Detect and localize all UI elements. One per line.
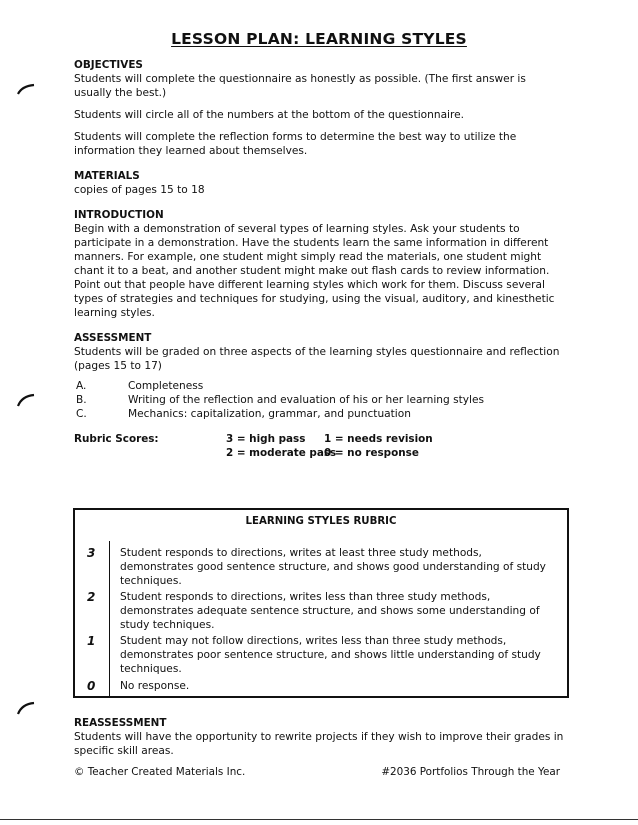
rubric-row-score: 2 [87, 590, 96, 604]
materials-text: copies of pages 15 to 18 [74, 184, 205, 196]
rubric-row-text: Student responds to directions, writes at least three study methods, demonstrates good sentence structure, and shows good understanding of study techniques. [120, 547, 546, 587]
rubric-row-text: No response. [120, 680, 190, 692]
page-title: LESSON PLAN: LEARNING STYLES [171, 30, 467, 48]
rubric-row-score: 0 [87, 679, 96, 693]
reassessment-text: Students will have the opportunity to rewrite projects if they wish to improve their grades in specific skill areas. [74, 731, 564, 757]
materials-heading: MATERIALS [74, 170, 140, 182]
reassessment-section [74, 716, 564, 758]
binder-hole-mark-icon [14, 392, 36, 414]
rubric-box [73, 508, 569, 698]
footer-copyright: © Teacher Created Materials Inc. [74, 766, 246, 778]
list-item [74, 407, 564, 421]
introduction-text: Begin with a demonstration of several types of learning styles. Ask your students to participate in a demonstration. Have the students learn the same information in different manners. For example, one student might simply read the materials, one student might chant it to a beat, and another student might make out flash cards to review information. Point out that people have different learning styles which work for them. Discuss several types of strategies and techniques for studying, using the visual, auditory, and kinesthetic learning styles. [74, 223, 555, 319]
rubric-row-score: 3 [87, 546, 96, 560]
rubric-scores-label: Rubric Scores: [74, 433, 159, 445]
list-item-text: Completeness [128, 380, 204, 392]
rubric-row-score: 1 [87, 634, 96, 648]
list-item-letter: A. [76, 380, 87, 392]
score-1-legend: 1 = needs revision [324, 433, 433, 445]
list-item-text: Mechanics: capitalization, grammar, and punctuation [128, 408, 411, 420]
objective-3: Students will complete the reflection forms to determine the best way to utilize the information they learned about themselves. [74, 131, 517, 157]
list-item-letter: B. [76, 394, 87, 406]
binder-hole-mark-icon [14, 82, 36, 104]
list-item [74, 393, 564, 407]
reassessment-heading: REASSESSMENT [74, 717, 167, 729]
assessment-heading: ASSESSMENT [74, 332, 152, 344]
introduction-heading: INTRODUCTION [74, 209, 164, 221]
objective-1: Students will complete the questionnaire as honestly as possible. (The first answer is usually the best.) [74, 73, 526, 99]
list-item-text: Writing of the reflection and evaluation of his or her learning styles [128, 394, 485, 406]
page-footer [74, 766, 560, 778]
lesson-body [74, 58, 564, 460]
assessment-criteria-list [74, 379, 564, 421]
objective-2: Students will circle all of the numbers at the bottom of the questionnaire. [74, 109, 465, 121]
list-item [74, 379, 564, 393]
bottom-rule [0, 819, 638, 820]
rubric-box-title: LEARNING STYLES RUBRIC [245, 516, 397, 527]
footer-book-title: #2036 Portfolios Through the Year [381, 766, 560, 778]
assessment-text: Students will be graded on three aspects of the learning styles questionnaire and reflection (pages 15 to 17) [74, 346, 560, 372]
rubric-scores [74, 432, 564, 460]
objectives-heading: OBJECTIVES [74, 59, 143, 71]
score-2-legend: 2 = moderate pass [226, 447, 337, 459]
score-column-divider [75, 541, 110, 696]
rubric-row-text: Student responds to directions, writes less than three study methods, demonstrates adequate sentence structure, and shows some understanding of study techniques. [120, 591, 540, 631]
rubric-row-text: Student may not follow directions, writes less than three study methods, demonstrates poor sentence structure, and shows little understanding of study techniques. [120, 635, 541, 675]
score-3-legend: 3 = high pass [226, 433, 306, 445]
list-item-letter: C. [76, 408, 87, 420]
score-0-legend: 0 = no response [324, 447, 419, 459]
binder-hole-mark-icon [14, 700, 36, 722]
